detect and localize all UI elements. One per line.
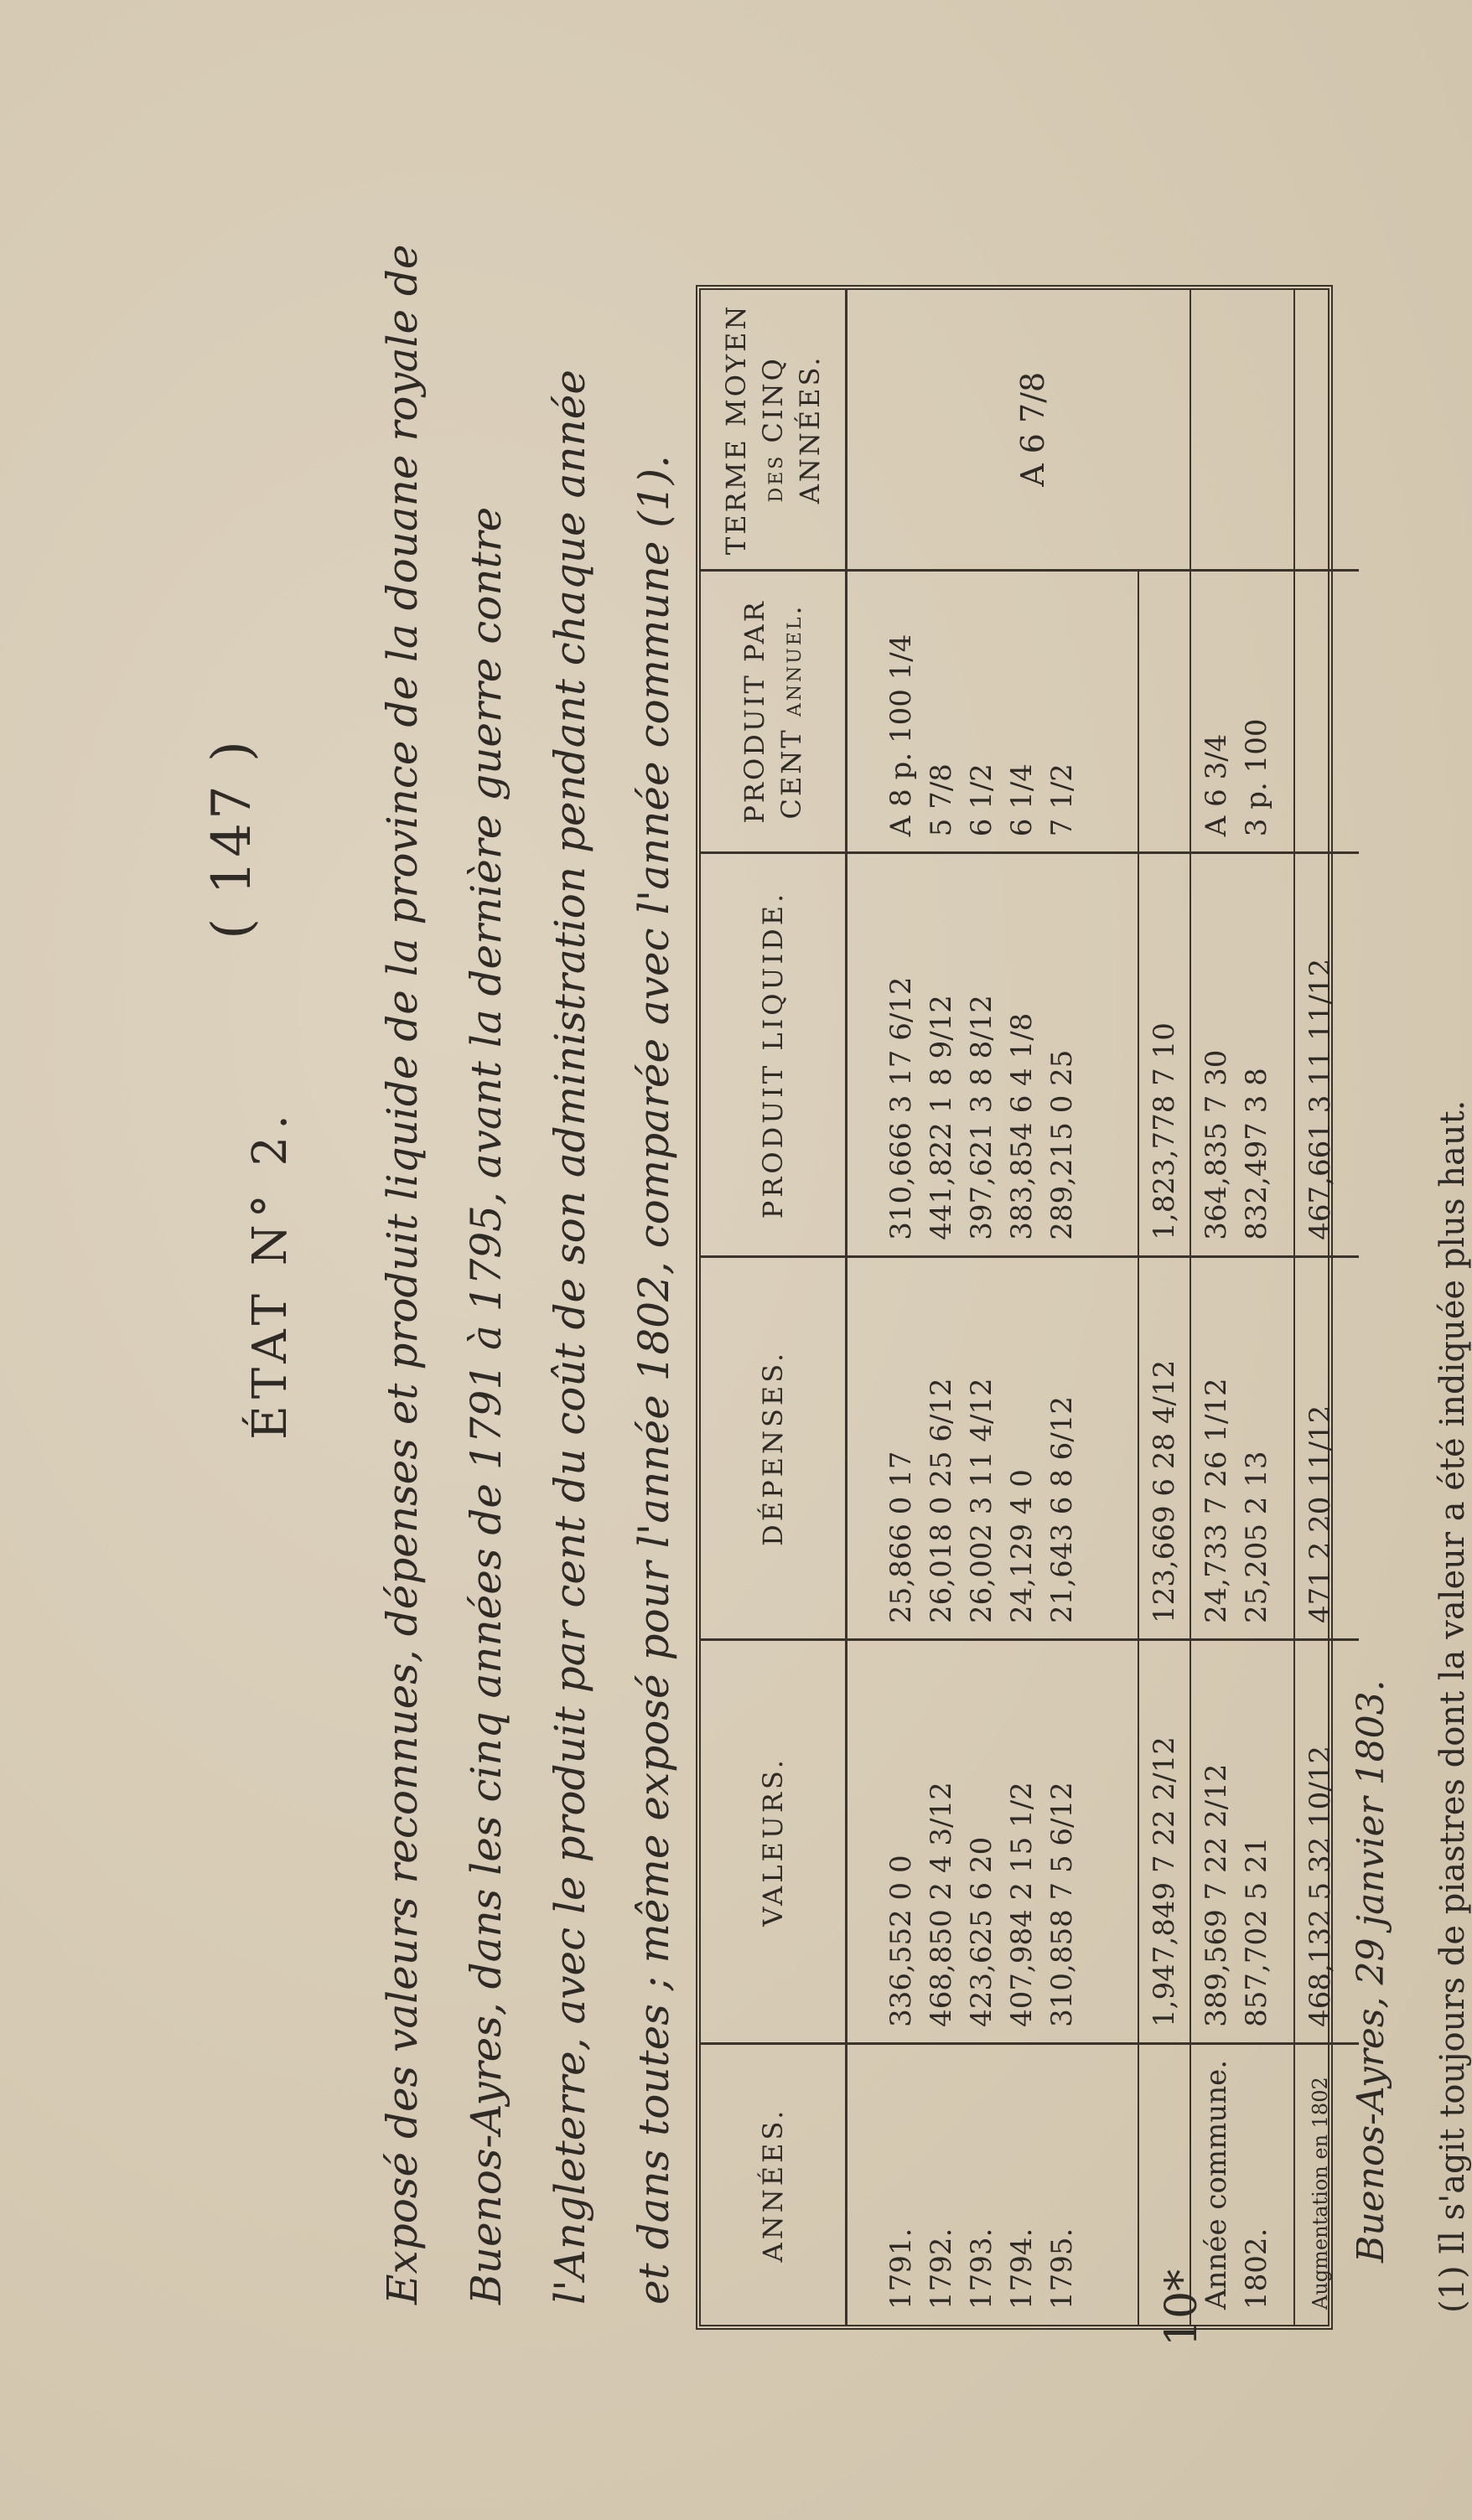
value: 364,835 7 30 — [1200, 1049, 1233, 1240]
year: 1795. — [1045, 2228, 1079, 2310]
state-title: ÉTAT N° 2. — [243, 1108, 298, 1440]
header-produit: PRODUIT LIQUIDE. — [701, 853, 847, 1256]
intro-paragraph — [360, 243, 696, 2305]
label: 1802. — [1240, 2228, 1273, 2310]
intro-line: l'Angleterre, avec le produit par cent du coût de son administration pendant chaque année — [546, 370, 594, 2305]
customs-table — [696, 285, 1337, 2330]
value: 832,497 3 8 — [1240, 1068, 1273, 1240]
table-row-total — [1138, 290, 1190, 2325]
header-depenses: DÉPENSES. — [701, 1256, 847, 1639]
value: 397,621 3 8 8/12 — [965, 995, 998, 1240]
year: 1791. — [884, 2228, 918, 2310]
value: 310,858 7 5 6/12 — [1045, 1782, 1079, 2027]
terme-moyen-cell: A 6 7/8 — [847, 290, 1191, 570]
signature-mark: 10* — [1157, 2269, 1207, 2347]
table-header-row — [701, 290, 847, 2325]
value: 24,733 7 26 1/12 — [1200, 1378, 1233, 1623]
value: 25,866 0 17 — [884, 1451, 918, 1623]
value: 21,643 6 8 6/12 — [1045, 1395, 1079, 1623]
value: 7 1/2 — [1045, 763, 1079, 837]
intro-line: Exposé des valeurs reconnues, dépenses et produit liquide de la province de la douane royale de — [378, 244, 427, 2305]
augmentation-depenses: 471 2 20 11/12 — [1294, 1256, 1359, 1639]
intro-line: Buenos-Ayres, dans les cinq années de 1791 à 1795, avant la dernière guerre contre — [462, 506, 511, 2305]
total-produit: 1,823,778 7 10 — [1138, 853, 1190, 1256]
value: 407,984 2 15 1/2 — [1005, 1782, 1039, 2027]
compare-produit — [1190, 853, 1294, 1256]
year: 1794. — [1005, 2228, 1039, 2310]
compare-valeurs — [1190, 1640, 1294, 2044]
augmentation-label: Augmentation en 1802 — [1294, 2043, 1359, 2325]
value: 3 p. 100 — [1240, 718, 1273, 837]
place-date: Buenos-Ayres, 29 janvier 1803. — [1350, 1679, 1392, 2263]
value: 336,552 0 0 — [884, 1855, 918, 2027]
compare-par-cent — [1190, 570, 1294, 853]
augmentation-valeurs: 468,132 5 32 10/12 — [1294, 1640, 1359, 2044]
value: 25,205 2 13 — [1240, 1451, 1273, 1623]
compare-terme — [1190, 290, 1294, 570]
value: 383,854 6 4 1/8 — [1005, 1012, 1039, 1240]
table-row-years — [847, 290, 1139, 2325]
years-cell — [847, 2043, 1139, 2325]
header-par-cent: PRODUIT PAR CENT annuel. — [701, 570, 847, 853]
value: 468,850 2 4 3/12 — [925, 1782, 958, 2027]
value: 423,625 6 20 — [965, 1836, 998, 2027]
value: 857,702 5 21 — [1240, 1836, 1273, 2027]
header-valeurs: VALEURS. — [701, 1640, 847, 2044]
value: 289,215 0 25 — [1045, 1049, 1079, 1240]
year: 1793. — [965, 2228, 998, 2310]
value: 5 7/8 — [925, 763, 958, 837]
value: A 8 p. 100 1/4 — [884, 634, 918, 837]
rotated-content — [151, 218, 1472, 2347]
total-depenses: 123,669 6 28 4/12 — [1138, 1256, 1190, 1639]
value: 389,569 7 22 2/12 — [1200, 1763, 1233, 2027]
value: 441,822 1 8 9/12 — [925, 995, 958, 1240]
year: 1792. — [925, 2228, 958, 2310]
valeurs-cell — [847, 1640, 1139, 2044]
produit-cell — [847, 853, 1139, 1256]
intro-line: et dans toutes ; même exposé pour l'année 1802, comparée avec l'année commune (1). — [630, 454, 678, 2305]
augmentation-par-cent — [1294, 570, 1359, 853]
header-annees: ANNÉES. — [701, 2043, 847, 2325]
header-terme: TERME MOYEN des CINQ ANNÉES. — [701, 290, 847, 570]
total-valeurs: 1,947,849 7 22 2/12 — [1138, 1640, 1190, 2044]
total-par-cent — [1138, 570, 1190, 853]
value: 6 1/2 — [965, 763, 998, 837]
value: A 6 3/4 — [1200, 733, 1233, 837]
data-table — [701, 290, 1359, 2325]
value: 6 1/4 — [1005, 763, 1039, 837]
compare-depenses — [1190, 1256, 1294, 1639]
value: 26,002 3 11 4/12 — [965, 1378, 998, 1623]
footnote: (1) Il s'agit toujours de piastres dont la valeur a été indiquée plus haut. — [1433, 1100, 1472, 2313]
augmentation-terme — [1294, 290, 1359, 570]
augmentation-produit: 467,661 3 11 11/12 — [1294, 853, 1359, 1256]
table-row-compare — [1190, 290, 1294, 2325]
value: 26,018 0 25 6/12 — [925, 1378, 958, 1623]
value: 24,129 4 0 — [1005, 1469, 1039, 1623]
depenses-cell — [847, 1256, 1139, 1639]
label: Année commune. — [1200, 2059, 1233, 2310]
par-cent-cell — [847, 570, 1139, 853]
value: 310,666 3 17 6/12 — [884, 976, 918, 1240]
page-number: ( 147 ) — [201, 737, 263, 939]
